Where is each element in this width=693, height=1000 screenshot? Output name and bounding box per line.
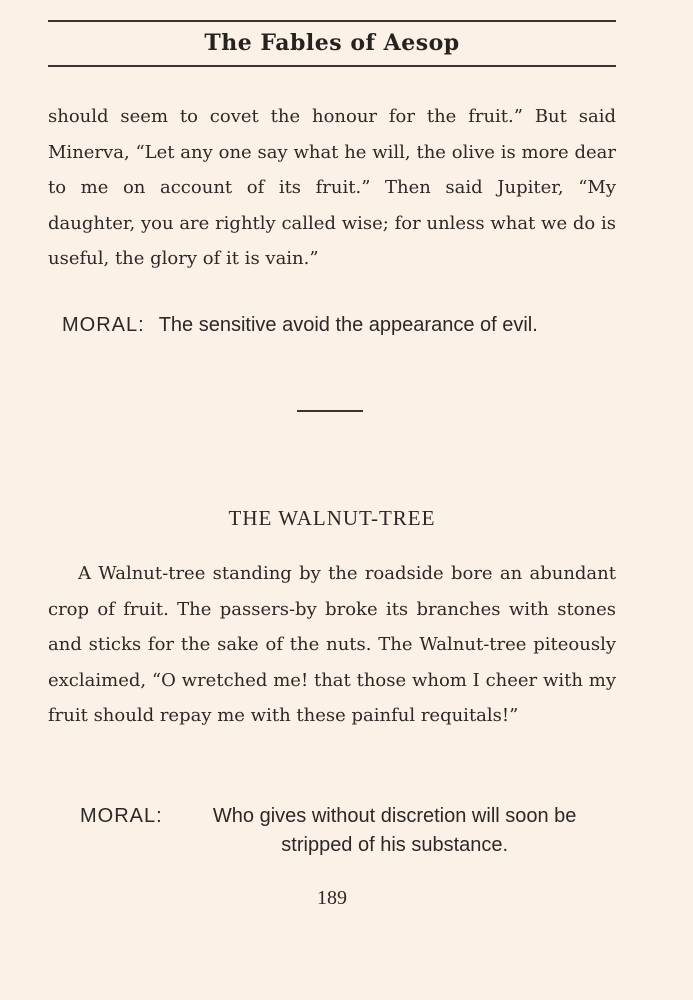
moral-text: The sensitive avoid the appearance of evil. bbox=[158, 314, 538, 336]
running-header: The Fables of Aesop bbox=[204, 30, 460, 56]
header-bottom-rule bbox=[48, 65, 616, 67]
previous-fable-paragraph: should seem to covet the honour for the fruit.” But said Minerva, “Let any one say what he will, the olive is more dear to me on account of its fruit.” Then said Jupiter, “My daughter, you are rightly called wise; for unless what we do is useful, the glory of it is vain.” bbox=[48, 106, 616, 270]
moral-label: MORAL: bbox=[62, 314, 145, 336]
fable-title: THE WALNUT-TREE bbox=[228, 506, 436, 530]
page-number: 189 bbox=[317, 887, 347, 909]
fable-paragraph: A Walnut-tree standing by the roadside bore an abundant crop of fruit. The passers-by broke its branches with stones and sticks for the sake of the nuts. The Walnut-tree piteously exclaimed, “O wretched me! that those whom I cheer with my fruit should repay me with these painful requitals!” bbox=[48, 563, 616, 727]
moral-text: Who gives without discretion will soon be stripped of his substance. bbox=[212, 805, 577, 856]
section-divider bbox=[297, 410, 363, 412]
moral-label: MORAL: bbox=[80, 805, 163, 827]
previous-fable-moral bbox=[62, 310, 538, 340]
fable-moral bbox=[80, 802, 605, 860]
